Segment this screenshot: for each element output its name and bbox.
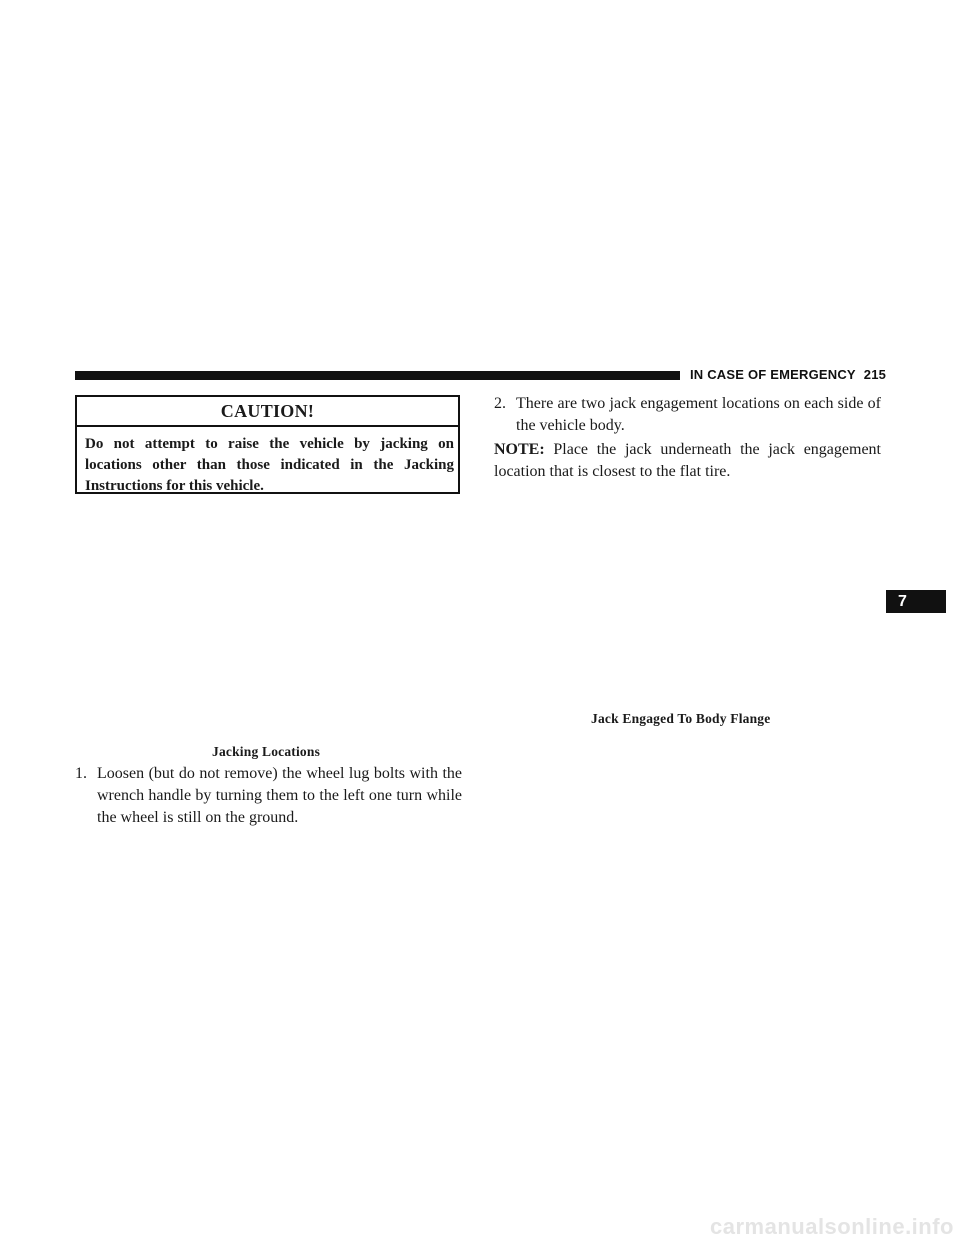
step-number: 2. (494, 395, 506, 412)
note-label: NOTE: (494, 441, 545, 458)
caution-title: CAUTION! (77, 397, 458, 427)
note-text: Place the jack underneath the jack engagement location that is closest to the flat tire. (494, 441, 881, 480)
section-title: IN CASE OF EMERGENCY (690, 367, 856, 382)
step-number: 1. (75, 765, 87, 782)
page-number: 215 (863, 367, 887, 382)
step-text: There are two jack engagement locations on each side of the vehicle body. (516, 395, 881, 434)
step-text: Loosen (but do not remove) the wheel lug bolts with the wrench handle by turning them to the left one turn while the wheel is still on the ground. (97, 765, 462, 826)
note-paragraph (494, 439, 881, 483)
jack-engaged-figure (494, 490, 881, 705)
chapter-tab: 7 (886, 590, 946, 613)
running-header (690, 367, 886, 382)
caution-box (75, 395, 460, 494)
caution-text: Do not attempt to raise the vehicle by jacking on locations other than those indicated in the Jacking Instructions for this vehicle. (85, 436, 454, 494)
step-2 (494, 393, 881, 437)
jack-engaged-caption: Jack Engaged To Body Flange (591, 711, 771, 726)
jacking-locations-figure (75, 505, 460, 735)
jacking-locations-caption: Jacking Locations (212, 744, 321, 759)
step-1 (75, 763, 462, 829)
watermark-text: carmanualsonline.info (710, 1214, 954, 1239)
header-rule (75, 371, 680, 380)
